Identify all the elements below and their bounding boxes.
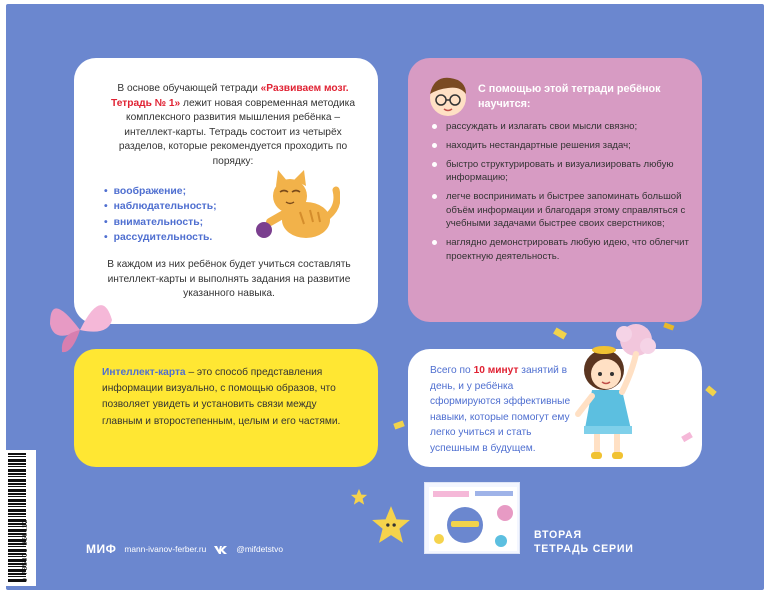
skill-item: • внимательность; (104, 215, 217, 230)
ten-minutes-highlight: 10 минут (473, 365, 519, 376)
ten-minutes-suffix: занятий в день, и у ребёнка сформируются эффективные навыки, которые помогут ему легко учиться и стать успешным в будущем. (430, 365, 571, 454)
learn-item: находить нестандартные решения задач; (432, 139, 694, 153)
confetti-decoration (705, 385, 717, 396)
confetti-decoration (553, 327, 567, 339)
star-icon (350, 488, 368, 506)
intro-card (74, 58, 378, 324)
learn-item: рассуждать и излагать свои мысли связно; (432, 120, 694, 134)
social-handle[interactable]: @mifdetstvo (236, 544, 283, 554)
book-back-cover (6, 4, 764, 590)
ten-minutes-text (430, 363, 582, 457)
cat-illustration (254, 168, 340, 246)
learn-list (432, 120, 694, 268)
star-icon (370, 504, 412, 546)
skills-list (104, 184, 217, 245)
outro-paragraph: В каждом из них ребёнок будет учиться составлять интеллект-карты и выполнять задания на развитие указанного навыка. (107, 259, 351, 300)
publisher-website[interactable]: mann-ivanov-ferber.ru (124, 544, 207, 554)
girl-cheerleader-illustration (566, 316, 678, 466)
intro-paragraph (104, 82, 362, 170)
publisher-logo: МИФ (86, 542, 117, 556)
ten-minutes-prefix: Всего по (430, 365, 474, 376)
skill-item: • наблюдательность; (104, 199, 217, 214)
series-line-2: ТЕТРАДЬ СЕРИИ (534, 543, 634, 555)
series-label (534, 528, 634, 556)
mindmap-term: Интеллект-карта (102, 367, 186, 378)
mindmap-definition-text: – это способ представления информации визуально, с помощью образов, что позволяет увидеть и установить связи между главным и второстепенным, целым и его частями. (102, 367, 341, 427)
publisher-footer (86, 542, 283, 556)
learn-item: легче воспринимать и быстрее запоминать большой объём информации и благодаря этому справляться с учебными задачами быстрее своих сверстников; (432, 190, 694, 231)
confetti-decoration (393, 420, 404, 429)
mindmap-definition (102, 365, 354, 430)
series-line-1: ВТОРАЯ (534, 529, 582, 541)
boy-avatar-icon (424, 72, 472, 120)
book-title-highlight: «Развиваем мозг. Тетрадь № 1» (111, 83, 349, 109)
vk-icon[interactable] (214, 545, 228, 554)
intro-text-cont: лежит новая современная методика комплексного развития мышления ребёнка – интеллект-карты. Тетрадь состоит из четырёх разделов, которые рекомендуется проходить по порядку: (118, 97, 355, 167)
mindmap-definition-card (74, 349, 378, 467)
skills-learned-card (408, 58, 702, 322)
skill-item: • воображение; (104, 184, 217, 199)
skill-item: • рассудительность. (104, 230, 217, 245)
skills-heading: С помощью этой тетради ребёнок научится: (478, 83, 661, 110)
book-cover-illustration (425, 483, 521, 555)
learn-item: наглядно демонстрировать любую идею, что облегчит проектную деятельность. (432, 236, 694, 263)
isbn-number: 9 785001 956112 (22, 519, 29, 582)
second-book-thumbnail (424, 482, 520, 554)
isbn-barcode (6, 450, 36, 586)
intro-text: В основе обучающей тетради (117, 83, 261, 94)
learn-item: быстро структурировать и визуализировать любую информацию; (432, 158, 694, 185)
